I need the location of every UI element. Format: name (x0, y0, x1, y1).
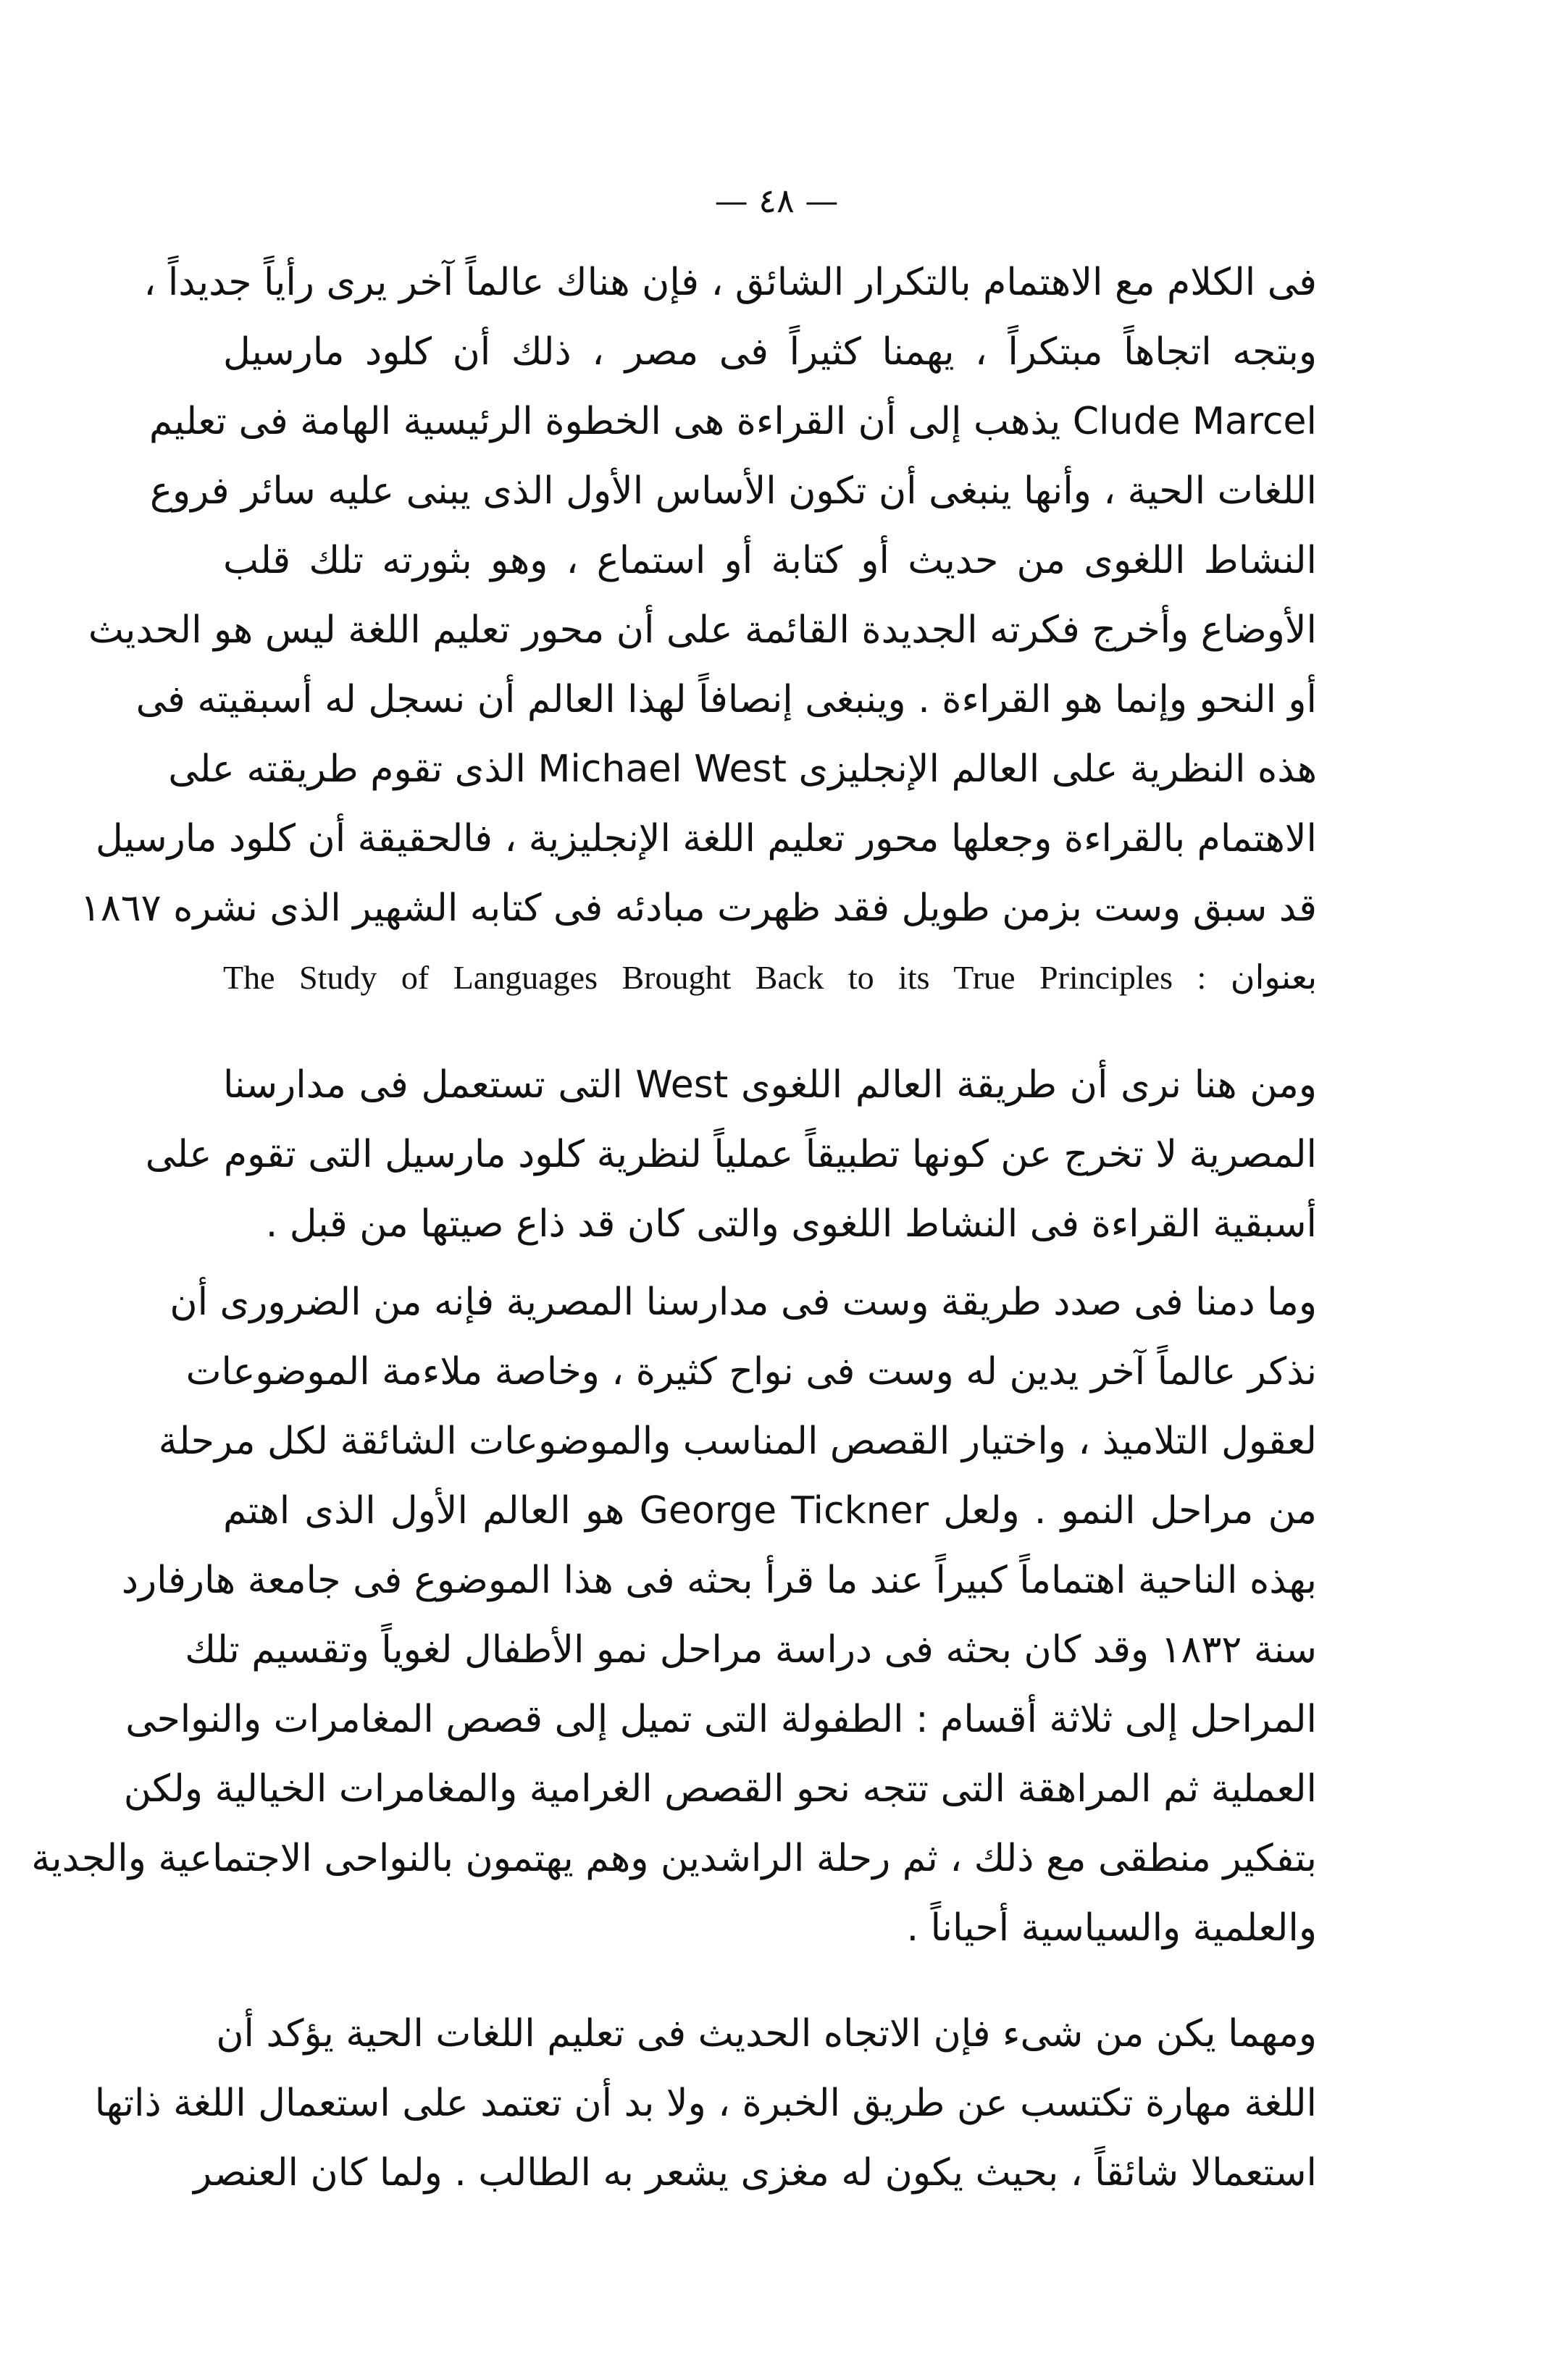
text-line: أو النحو وإنما هو القراءة . وينبغى إنصافاً لهذا العالم أن نسجل له أسبقيته فى (135, 678, 1317, 721)
text-line: اللغات الحية ، وأنها ينبغى أن تكون الأساس الأول الذى يبنى عليه سائر فروع (149, 469, 1317, 513)
paragraph-4 (94, 1999, 1317, 2208)
text-line: الأوضاع وأخرج فكرته الجديدة القائمة على أن محور تعليم اللغة ليس هو الحديث (88, 608, 1317, 652)
text-line: لعقول التلاميذ ، واختيار القصص المناسب والموضوعات الشائقة لكل مرحلة (158, 1420, 1317, 1463)
text-line: بهذه الناحية اهتماماً كبيراً عند ما قرأ بحثه فى هذا الموضوع فى جامعة هارفارد (121, 1559, 1317, 1602)
text-line: بتفكير منطقى مع ذلك ، ثم رحلة الراشدين وهم يهتمون بالنواحى الاجتماعية والجدية (31, 1837, 1317, 1880)
text-line: سنة ١٨٣٢ وقد كان بحثه فى دراسة مراحل نمو الأطفال لغوياً وتقسيم تلك (185, 1628, 1317, 1672)
text-line: فى الكلام مع الاهتمام بالتكرار الشائق ، فإن هناك عالماً آخر يرى رأياً جديداً ، (143, 261, 1317, 304)
text-line: قد سبق وست بزمن طويل فقد ظهرت مبادئه فى كتابه الشهير الذى نشره ١٨٦٧ (80, 887, 1317, 930)
paragraph-2 (145, 1050, 1317, 1259)
text-line: الاهتمام بالقراءة وجعلها محور تعليم اللغة الإنجليزية ، فالحقيقة أن كلود مارسيل (96, 817, 1317, 860)
text-line: هذه النظرية على العالم الإنجليزى Michael West الذى تقوم طريقته على (168, 747, 1317, 791)
text-line: أسبقية القراءة فى النشاط اللغوى والتى كان قد ذاع صيتها من قبل . (265, 1202, 1317, 1246)
text-line: المصرية لا تخرج عن كونها تطبيقاً عملياً لنظرية كلود مارسيل التى تقوم على (145, 1133, 1317, 1176)
text-line: Clude Marcel يذهب إلى أن القراءة هى الخطوة الرئيسية الهامة فى تعليم (148, 400, 1317, 443)
text-line: بعنوان : The Study of Languages Brought Back to its True Principles (223, 959, 1317, 996)
text-line: العملية ثم المراهقة التى تتجه نحو القصص الغرامية والمغامرات الخيالية ولكن (123, 1767, 1317, 1811)
text-line: النشاط اللغوى من حديث أو كتابة أو استماع ، وهو بثورته تلك قلب (223, 539, 1317, 582)
text-line: اللغة مهارة تكتسب عن طريق الخبرة ، ولا بد أن تعتمد على استعمال اللغة ذاتها (94, 2082, 1317, 2125)
text-line: وبتجه اتجاهاً مبتكراً ، يهمنا كثيراً فى مصر ، ذلك أن كلود مارسيل (223, 330, 1317, 374)
paragraph-3 (31, 1267, 1318, 1963)
text-line: من مراحل النمو . ولعل George Tickner هو العالم الأول الذى اهتم (223, 1489, 1318, 1533)
text-line: ومهما يكن من شىء فإن الاتجاه الحديث فى تعليم اللغات الحية يؤكد أن (216, 2012, 1317, 2056)
text-line: وما دمنا فى صدد طريقة وست فى مدارسنا المصرية فإنه من الضرورى أن (169, 1281, 1317, 1324)
text-line: والعلمية والسياسية أحياناً . (906, 1906, 1317, 1950)
text-line: المراحل إلى ثلاثة أقسام : الطفولة التى تميل إلى قصص المغامرات والنواحى (125, 1698, 1317, 1741)
text-line: نذكر عالماً آخر يدين له وست فى نواح كثيرة ، وخاصة ملاءمة الموضوعات (185, 1350, 1317, 1394)
text-line: استعمالا شائقاً ، بحيث يكون له مغزى يشعر به الطالب . ولما كان العنصر (193, 2151, 1317, 2195)
paragraph-1 (80, 248, 1317, 1013)
page-number: — ٤٨ — (714, 181, 839, 220)
text-line: ومن هنا نرى أن طريقة العالم اللغوى West التى تستعمل فى مدارسنا (223, 1063, 1317, 1107)
